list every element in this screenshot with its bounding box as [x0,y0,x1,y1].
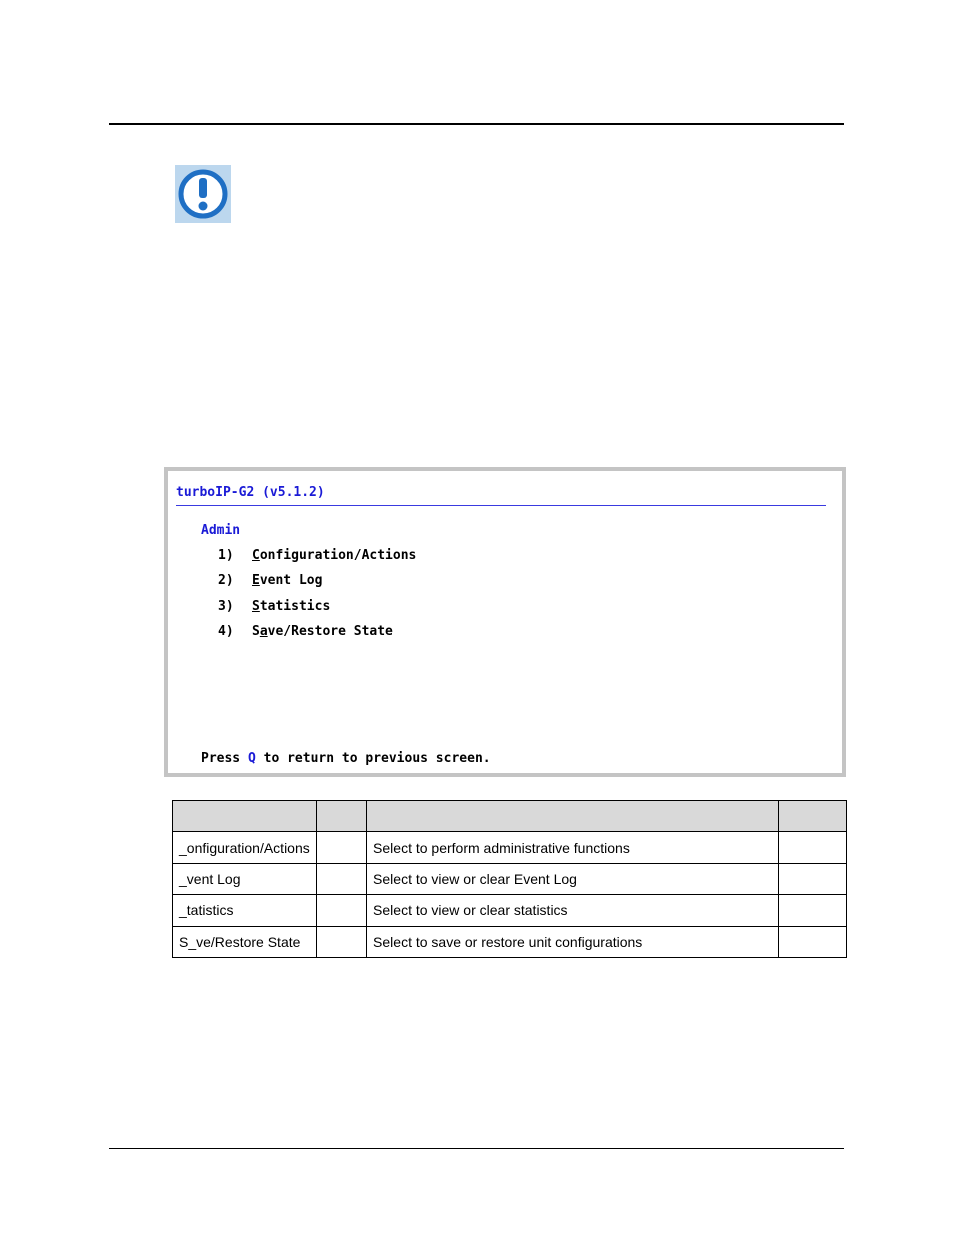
quit-key[interactable]: Q [247,751,256,766]
selection-cell: _onfiguration/Actions [173,832,317,863]
menu-hotkey: S [252,599,260,614]
table-header-cell [316,801,366,832]
terminal-title: turboIP-G2 (v5.1.2) [176,485,325,500]
description-cell: Select to save or restore unit configurations [367,926,779,957]
table-header-cell [779,801,847,832]
menu-item-number: 2) [218,573,234,588]
table-row [173,895,847,926]
table-header-row [173,801,847,832]
section-cell [779,832,847,863]
menu-item-configuration-actions[interactable] [252,548,416,564]
menu-hotkey: C [252,548,260,563]
menu-item-statistics[interactable] [252,599,330,615]
menu-item-label: ve/Restore State [267,624,393,639]
table-row [173,863,847,894]
menu-item-label: onfiguration/Actions [259,548,417,563]
type-cell [316,832,366,863]
table-row [173,926,847,957]
prompt-text: to return to previous screen. [255,751,491,766]
description-cell: Select to perform administrative functions [367,832,779,863]
menu-hotkey: E [252,573,260,588]
type-cell [316,863,366,894]
footer-rule [109,1148,844,1149]
menu-description-table [172,800,847,958]
table-header-cell [367,801,779,832]
menu-section-title: Admin [201,523,241,538]
table-row [173,832,847,863]
section-cell [779,863,847,894]
terminal-screen [164,467,846,777]
prompt-text: Press [201,751,248,766]
menu-item-label: tatistics [259,599,331,614]
menu-hotkey: a [259,624,268,639]
section-cell [779,926,847,957]
menu-item-label-prefix: S [252,624,260,639]
menu-item-label: vent Log [259,573,323,588]
type-cell [316,895,366,926]
type-cell [316,926,366,957]
section-cell [779,895,847,926]
exclamation-notice-icon [175,165,231,223]
terminal-separator [176,505,826,506]
table-header-cell [173,801,317,832]
return-prompt [201,751,491,767]
selection-cell: _tatistics [173,895,317,926]
menu-item-number: 3) [218,599,234,614]
menu-item-event-log[interactable] [252,573,322,589]
selection-cell: _vent Log [173,863,317,894]
description-cell: Select to view or clear Event Log [367,863,779,894]
header-rule [109,123,844,125]
selection-cell: S_ve/Restore State [173,926,317,957]
menu-item-save-restore-state[interactable] [252,624,393,640]
menu-item-number: 1) [218,548,234,563]
description-cell: Select to view or clear statistics [367,895,779,926]
menu-item-number: 4) [218,624,234,639]
